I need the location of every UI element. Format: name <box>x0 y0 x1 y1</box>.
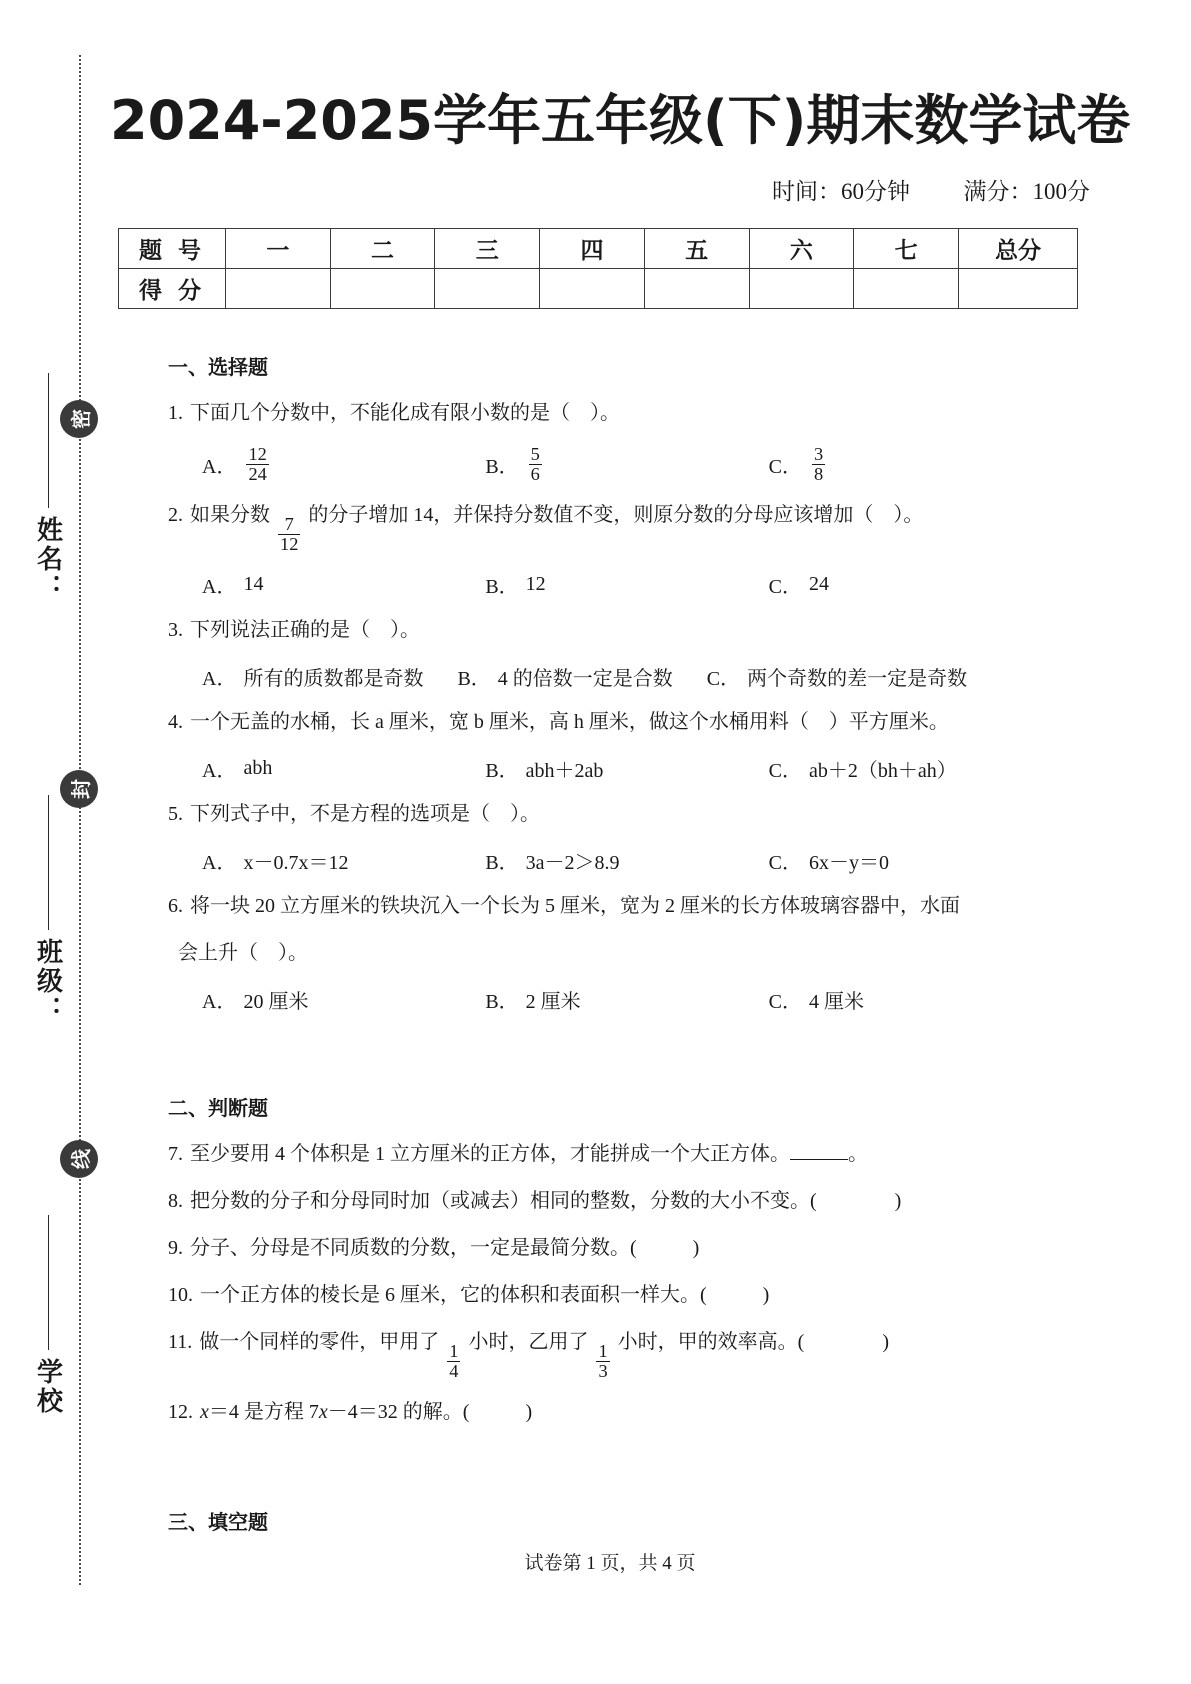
question-2 <box>168 500 1052 554</box>
option-2-a-label: A． <box>202 575 237 598</box>
question-8-text-after: ) <box>894 1189 902 1212</box>
option-4-c[interactable] <box>769 754 1052 783</box>
score-cell-6[interactable] <box>854 269 959 309</box>
fraction-numerator: 12 <box>248 444 267 464</box>
score-table-col-total: 总分 <box>959 229 1078 269</box>
score-cell-4[interactable] <box>644 269 749 309</box>
option-4-c-value: ab＋2（bh＋ah） <box>809 759 957 782</box>
option-4-b[interactable] <box>485 754 768 783</box>
question-8-number: 8. <box>168 1189 183 1212</box>
seal-char-xian: 线 <box>60 1140 98 1178</box>
question-8-text: 把分数的分子和分母同时加（或减去）相同的整数，分数的大小不变。( <box>190 1189 817 1212</box>
option-1-c-label: C． <box>768 455 802 478</box>
option-4-a[interactable] <box>202 754 485 783</box>
option-6-a-label: A． <box>202 990 237 1013</box>
fraction-denominator: 6 <box>530 463 540 484</box>
option-5-b-label: B． <box>485 851 519 874</box>
question-7-text: 至少要用 4 个体积是 1 立方厘米的正方体，才能拼成一个大正方体。 <box>190 1142 790 1165</box>
question-2-text-before: 如果分数 <box>190 503 270 526</box>
class-write-rule <box>48 795 49 930</box>
option-6-b[interactable] <box>485 985 768 1014</box>
score-cell-3[interactable] <box>540 269 645 309</box>
option-4-a-value: abh <box>243 756 273 779</box>
option-5-c-label: C． <box>768 851 802 874</box>
option-5-a[interactable] <box>202 846 485 875</box>
option-3-a-value: 所有的质数都是奇数 <box>243 667 424 690</box>
margin-field-school-label: 学校 <box>32 1358 63 1416</box>
question-11-text-2: 小时，乙用了 <box>468 1330 589 1353</box>
question-9-text-after: ) <box>692 1236 700 1259</box>
question-12-text-2: ＝4 是方程 7 <box>208 1400 319 1423</box>
question-5 <box>168 799 1052 830</box>
question-12-text-4: －4＝32 的解。( <box>327 1400 470 1423</box>
page-footer: 试卷第 1 页，共 4 页 <box>524 1553 696 1574</box>
option-1-b-fraction <box>529 445 542 484</box>
option-5-a-value: x－0.7x＝12 <box>243 851 349 874</box>
question-3-number: 3. <box>168 618 183 641</box>
question-1 <box>168 398 1052 429</box>
fraction-denominator: 24 <box>248 463 267 484</box>
question-10-text-after: ) <box>762 1283 770 1306</box>
section-spacer-2 <box>168 1444 1052 1506</box>
option-2-b[interactable] <box>485 570 768 599</box>
option-6-a[interactable] <box>202 985 485 1014</box>
option-6-b-value: 2 厘米 <box>525 990 581 1013</box>
option-2-a-value: 14 <box>243 572 264 595</box>
page-title: 2024-2025学年五年级(下)期末数学试卷 <box>110 89 1131 152</box>
option-5-a-label: A． <box>202 851 237 874</box>
fraction-numerator: 1 <box>449 1341 459 1362</box>
option-2-b-label: B． <box>485 575 519 598</box>
question-2-fraction <box>278 515 300 554</box>
fraction-numerator: 5 <box>530 444 540 464</box>
score-cell-2[interactable] <box>435 269 540 309</box>
question-3-text: 下列说法正确的是（ ）。 <box>190 618 420 641</box>
option-4-a-label: A． <box>202 759 237 782</box>
question-6-line2: 会上升（ ）。 <box>178 941 308 964</box>
option-2-c[interactable] <box>769 570 1052 599</box>
score-table-col-4: 五 <box>644 229 749 269</box>
question-11 <box>168 1327 1052 1381</box>
score-cell-1[interactable] <box>330 269 435 309</box>
margin-field-class-label: 班级： <box>32 938 63 1025</box>
option-6-c-value: 4 厘米 <box>809 990 864 1013</box>
score-table-row-label-1: 得 分 <box>119 269 226 309</box>
name-write-rule <box>48 373 49 508</box>
question-12-text-5: ) <box>525 1400 533 1423</box>
question-10-text: 一个正方体的棱长是 6 厘米，它的体积和表面积一样大。( <box>200 1283 707 1306</box>
option-3-c-label: C． <box>706 667 741 690</box>
option-1-a-fraction <box>246 445 268 484</box>
score-table <box>118 228 1078 309</box>
score-table-col-6: 七 <box>854 229 959 269</box>
seal-char-feng: 封 <box>60 770 98 808</box>
score-cell-total[interactable] <box>959 269 1078 309</box>
margin-field-name <box>18 373 78 603</box>
question-1-number: 1. <box>168 402 183 424</box>
option-4-c-label: C． <box>768 759 802 782</box>
question-7-answer-blank[interactable] <box>790 1159 848 1160</box>
score-table-col-0: 一 <box>226 229 331 269</box>
exam-full-score: 满分：100分 <box>963 179 1090 204</box>
score-cell-0[interactable] <box>226 269 331 309</box>
option-2-b-value: 12 <box>525 572 546 595</box>
table-row <box>119 229 1078 269</box>
seal-dotted-line <box>79 55 81 1585</box>
score-table-col-5: 六 <box>749 229 854 269</box>
margin-field-school <box>18 1215 78 1416</box>
option-3-c[interactable] <box>707 662 967 691</box>
option-3-b-label: B． <box>457 667 491 690</box>
question-5-text: 下列式子中，不是方程的选项是（ ）。 <box>190 802 540 825</box>
option-1-a-label: A． <box>202 455 237 478</box>
section-heading-1: 一、选择题 <box>168 355 268 379</box>
question-4-number: 4. <box>168 710 183 733</box>
question-12 <box>168 1397 1052 1428</box>
question-8 <box>168 1186 1052 1217</box>
question-7 <box>168 1139 1052 1170</box>
exam-meta <box>110 173 1090 206</box>
score-cell-5[interactable] <box>749 269 854 309</box>
section-heading-3: 三、填空题 <box>168 1509 268 1534</box>
question-12-variable-2: x <box>318 1400 328 1423</box>
margin-field-name-label: 姓名： <box>32 516 63 603</box>
question-1-text: 下面几个分数中，不能化成有限小数的是（ ）。 <box>190 402 620 424</box>
question-4-text: 一个无盖的水桶，长 a 厘米，宽 b 厘米，高 h 厘米，做这个水桶用料（ ）平方厘米。 <box>190 710 949 733</box>
question-12-number: 12. <box>168 1400 193 1423</box>
option-2-c-label: C． <box>768 575 802 598</box>
fraction-denominator: 4 <box>449 1360 459 1381</box>
question-11-fraction-1 <box>447 1342 460 1381</box>
option-6-c-label: C． <box>768 990 802 1013</box>
question-4-options <box>168 754 1052 783</box>
question-12-variable-1: x <box>200 1400 209 1423</box>
question-2-options <box>168 570 1052 599</box>
option-4-b-label: B． <box>485 759 519 782</box>
table-row <box>119 269 1078 309</box>
margin-field-class <box>18 795 78 1025</box>
exam-page <box>110 0 1131 1684</box>
exam-time: 时间：60分钟 <box>772 179 910 204</box>
question-2-number: 2. <box>168 503 183 526</box>
question-11-number: 11. <box>168 1330 193 1353</box>
question-5-options <box>168 846 1052 875</box>
question-9-text: 分子、分母是不同质数的分数，一定是最简分数。( <box>190 1236 637 1259</box>
section-spacer-1 <box>168 1030 1052 1092</box>
question-7-number: 7. <box>168 1142 183 1165</box>
question-11-text-4: ) <box>882 1330 890 1353</box>
option-1-b-label: B． <box>485 455 519 478</box>
question-6-number: 6. <box>168 894 183 917</box>
question-6-line2-row <box>168 938 1052 969</box>
question-4 <box>168 707 1052 738</box>
fraction-numerator: 7 <box>284 514 294 535</box>
seal-char-mi: 密 <box>60 400 98 438</box>
score-table-col-1: 二 <box>330 229 435 269</box>
option-1-a[interactable] <box>202 445 485 484</box>
option-3-a[interactable] <box>202 662 423 691</box>
question-6-line1: 将一块 20 立方厘米的铁块沉入一个长为 5 厘米，宽为 2 厘米的长方体玻璃容器中，水面 <box>190 894 960 917</box>
school-write-rule <box>48 1215 49 1350</box>
fraction-denominator: 12 <box>280 533 299 554</box>
question-1-options <box>168 445 1052 484</box>
option-4-b-value: abh＋2ab <box>525 759 604 782</box>
option-2-a[interactable] <box>202 570 485 599</box>
option-5-c[interactable] <box>769 846 1052 875</box>
option-3-b[interactable] <box>457 662 672 691</box>
question-9-number: 9. <box>168 1236 183 1259</box>
option-5-b[interactable] <box>485 846 768 875</box>
question-10 <box>168 1280 1052 1311</box>
question-7-text-after: 。 <box>848 1142 868 1165</box>
fraction-numerator: 1 <box>598 1341 608 1362</box>
option-2-c-value: 24 <box>809 572 829 595</box>
fraction-denominator: 8 <box>814 463 824 484</box>
option-3-c-value: 两个奇数的差一定是奇数 <box>747 667 968 690</box>
option-6-b-label: B． <box>485 990 519 1013</box>
question-5-number: 5. <box>168 802 183 825</box>
fraction-numerator: 3 <box>814 444 824 464</box>
option-5-c-value: 6x－y＝0 <box>809 851 889 874</box>
question-3-options <box>168 662 1052 691</box>
section-heading-2: 二、判断题 <box>168 1095 268 1120</box>
question-9 <box>168 1233 1052 1264</box>
question-6-options <box>168 985 1052 1014</box>
option-6-c[interactable] <box>769 985 1052 1014</box>
option-5-b-value: 3a－2＞8.9 <box>525 851 620 874</box>
question-11-text-1: 做一个同样的零件，甲用了 <box>199 1330 440 1353</box>
option-1-c-fraction <box>812 445 825 484</box>
score-table-col-3: 四 <box>540 229 645 269</box>
option-6-a-value: 20 厘米 <box>243 990 309 1013</box>
option-1-b[interactable] <box>485 445 768 484</box>
option-3-b-value: 4 的倍数一定是合数 <box>497 667 673 690</box>
score-table-row-label-0: 题 号 <box>119 229 226 269</box>
question-11-text-3: 小时，甲的效率高。( <box>617 1330 805 1353</box>
question-11-fraction-2 <box>596 1342 609 1381</box>
question-10-number: 10. <box>168 1283 193 1306</box>
option-3-a-label: A． <box>202 667 237 690</box>
exam-content <box>168 351 1052 1535</box>
question-2-text-after: 的分子增加 14，并保持分数值不变，则原分数的分母应该增加（ ）。 <box>308 503 924 526</box>
question-6 <box>168 891 1052 922</box>
option-1-c[interactable] <box>769 445 1052 484</box>
question-3 <box>168 615 1052 646</box>
fraction-denominator: 3 <box>598 1360 608 1381</box>
score-table-col-2: 三 <box>435 229 540 269</box>
